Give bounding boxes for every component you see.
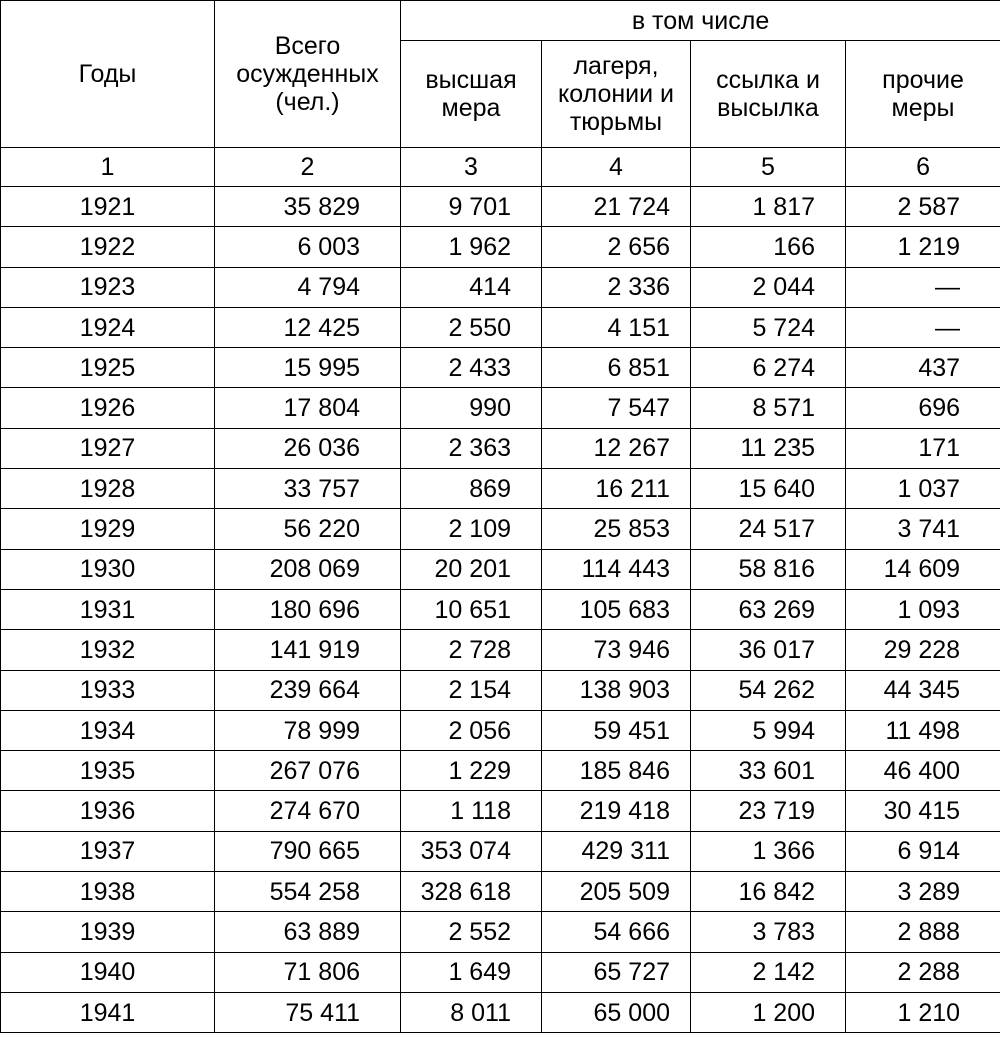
table-row — [1, 751, 1000, 791]
other-cell: 696 — [846, 388, 1000, 428]
exile-cell: 11 235 — [691, 428, 846, 468]
total-cell: 267 076 — [215, 751, 401, 791]
table-row — [1, 992, 1000, 1032]
header-years: Годы — [1, 1, 215, 148]
table-row — [1, 227, 1000, 267]
camps-cell: 219 418 — [542, 791, 691, 831]
col-number: 6 — [846, 148, 1000, 187]
year-cell: 1941 — [1, 992, 215, 1032]
header-death: высшая мера — [401, 41, 542, 148]
camps-cell: 21 724 — [542, 187, 691, 227]
exile-cell: 5 724 — [691, 307, 846, 347]
total-cell: 33 757 — [215, 469, 401, 509]
other-cell: 30 415 — [846, 791, 1000, 831]
other-cell: 1 219 — [846, 227, 1000, 267]
table-row — [1, 791, 1000, 831]
other-cell: 29 228 — [846, 630, 1000, 670]
year-cell: 1921 — [1, 187, 215, 227]
header-exile: ссылка и высылка — [691, 41, 846, 148]
exile-cell: 5 994 — [691, 710, 846, 750]
col-number: 2 — [215, 148, 401, 187]
camps-cell: 25 853 — [542, 509, 691, 549]
total-cell: 35 829 — [215, 187, 401, 227]
table-row — [1, 831, 1000, 871]
other-cell: 2 888 — [846, 912, 1000, 952]
year-cell: 1926 — [1, 388, 215, 428]
table-row — [1, 912, 1000, 952]
camps-cell: 65 727 — [542, 952, 691, 992]
total-cell: 12 425 — [215, 307, 401, 347]
death-cell: 2 056 — [401, 710, 542, 750]
other-cell: 14 609 — [846, 549, 1000, 589]
header-other: прочие меры — [846, 41, 1000, 148]
total-cell: 180 696 — [215, 589, 401, 629]
header-total: Всего осужденных (чел.) — [215, 1, 401, 148]
total-cell: 63 889 — [215, 912, 401, 952]
year-cell: 1940 — [1, 952, 215, 992]
year-cell: 1928 — [1, 469, 215, 509]
year-cell: 1934 — [1, 710, 215, 750]
exile-cell: 54 262 — [691, 670, 846, 710]
other-cell: 44 345 — [846, 670, 1000, 710]
camps-cell: 4 151 — [542, 307, 691, 347]
table-row — [1, 428, 1000, 468]
death-cell: 1 962 — [401, 227, 542, 267]
year-cell: 1930 — [1, 549, 215, 589]
exile-cell: 15 640 — [691, 469, 846, 509]
camps-cell: 59 451 — [542, 710, 691, 750]
total-cell: 208 069 — [215, 549, 401, 589]
total-cell: 75 411 — [215, 992, 401, 1032]
table-row — [1, 872, 1000, 912]
year-cell: 1924 — [1, 307, 215, 347]
table-row — [1, 589, 1000, 629]
camps-cell: 65 000 — [542, 992, 691, 1032]
year-cell: 1936 — [1, 791, 215, 831]
camps-cell: 205 509 — [542, 872, 691, 912]
other-cell: 1 037 — [846, 469, 1000, 509]
exile-cell: 36 017 — [691, 630, 846, 670]
other-cell: 2 288 — [846, 952, 1000, 992]
table-row — [1, 509, 1000, 549]
exile-cell: 166 — [691, 227, 846, 267]
death-cell: 2 433 — [401, 348, 542, 388]
table-row — [1, 670, 1000, 710]
table-row — [1, 469, 1000, 509]
total-cell: 15 995 — [215, 348, 401, 388]
total-cell: 141 919 — [215, 630, 401, 670]
other-cell: 437 — [846, 348, 1000, 388]
death-cell: 9 701 — [401, 187, 542, 227]
camps-cell: 429 311 — [542, 831, 691, 871]
total-cell: 71 806 — [215, 952, 401, 992]
year-cell: 1938 — [1, 872, 215, 912]
death-cell: 20 201 — [401, 549, 542, 589]
exile-cell: 16 842 — [691, 872, 846, 912]
other-cell: — — [846, 267, 1000, 307]
death-cell: 8 011 — [401, 992, 542, 1032]
death-cell: 869 — [401, 469, 542, 509]
death-cell: 990 — [401, 388, 542, 428]
other-cell: 1 093 — [846, 589, 1000, 629]
death-cell: 2 728 — [401, 630, 542, 670]
camps-cell: 114 443 — [542, 549, 691, 589]
other-cell: 6 914 — [846, 831, 1000, 871]
death-cell: 353 074 — [401, 831, 542, 871]
header-camps: лагеря, колонии и тюрьмы — [542, 41, 691, 148]
total-cell: 56 220 — [215, 509, 401, 549]
other-cell: 3 289 — [846, 872, 1000, 912]
death-cell: 2 552 — [401, 912, 542, 952]
camps-cell: 6 851 — [542, 348, 691, 388]
camps-cell: 12 267 — [542, 428, 691, 468]
col-number: 3 — [401, 148, 542, 187]
table-row — [1, 267, 1000, 307]
camps-cell: 138 903 — [542, 670, 691, 710]
total-cell: 6 003 — [215, 227, 401, 267]
camps-cell: 7 547 — [542, 388, 691, 428]
exile-cell: 8 571 — [691, 388, 846, 428]
col-number: 5 — [691, 148, 846, 187]
exile-cell: 23 719 — [691, 791, 846, 831]
death-cell: 1 649 — [401, 952, 542, 992]
exile-cell: 58 816 — [691, 549, 846, 589]
total-cell: 554 258 — [215, 872, 401, 912]
other-cell: — — [846, 307, 1000, 347]
death-cell: 328 618 — [401, 872, 542, 912]
table-row — [1, 307, 1000, 347]
other-cell: 11 498 — [846, 710, 1000, 750]
death-cell: 414 — [401, 267, 542, 307]
year-cell: 1933 — [1, 670, 215, 710]
table-row — [1, 710, 1000, 750]
header-including: в том числе — [401, 1, 1000, 41]
col-number: 4 — [542, 148, 691, 187]
total-cell: 17 804 — [215, 388, 401, 428]
exile-cell: 63 269 — [691, 589, 846, 629]
exile-cell: 2 044 — [691, 267, 846, 307]
death-cell: 1 229 — [401, 751, 542, 791]
other-cell: 2 587 — [846, 187, 1000, 227]
total-cell: 790 665 — [215, 831, 401, 871]
exile-cell: 6 274 — [691, 348, 846, 388]
table-row — [1, 348, 1000, 388]
table-row — [1, 388, 1000, 428]
exile-cell: 1 366 — [691, 831, 846, 871]
total-cell: 4 794 — [215, 267, 401, 307]
exile-cell: 2 142 — [691, 952, 846, 992]
death-cell: 1 118 — [401, 791, 542, 831]
table-row — [1, 187, 1000, 227]
exile-cell: 33 601 — [691, 751, 846, 791]
camps-cell: 105 683 — [542, 589, 691, 629]
death-cell: 10 651 — [401, 589, 542, 629]
camps-cell: 2 656 — [542, 227, 691, 267]
year-cell: 1927 — [1, 428, 215, 468]
column-numbers-row — [1, 148, 1000, 187]
table-row — [1, 630, 1000, 670]
col-number: 1 — [1, 148, 215, 187]
table-row — [1, 952, 1000, 992]
total-cell: 274 670 — [215, 791, 401, 831]
year-cell: 1922 — [1, 227, 215, 267]
death-cell: 2 154 — [401, 670, 542, 710]
total-cell: 239 664 — [215, 670, 401, 710]
exile-cell: 1 200 — [691, 992, 846, 1032]
total-cell: 26 036 — [215, 428, 401, 468]
camps-cell: 54 666 — [542, 912, 691, 952]
exile-cell: 1 817 — [691, 187, 846, 227]
death-cell: 2 363 — [401, 428, 542, 468]
year-cell: 1932 — [1, 630, 215, 670]
death-cell: 2 109 — [401, 509, 542, 549]
year-cell: 1937 — [1, 831, 215, 871]
total-cell: 78 999 — [215, 710, 401, 750]
other-cell: 3 741 — [846, 509, 1000, 549]
other-cell: 171 — [846, 428, 1000, 468]
year-cell: 1935 — [1, 751, 215, 791]
year-cell: 1923 — [1, 267, 215, 307]
year-cell: 1925 — [1, 348, 215, 388]
other-cell: 1 210 — [846, 992, 1000, 1032]
other-cell: 46 400 — [846, 751, 1000, 791]
camps-cell: 16 211 — [542, 469, 691, 509]
year-cell: 1931 — [1, 589, 215, 629]
exile-cell: 3 783 — [691, 912, 846, 952]
death-cell: 2 550 — [401, 307, 542, 347]
table-row — [1, 549, 1000, 589]
exile-cell: 24 517 — [691, 509, 846, 549]
camps-cell: 73 946 — [542, 630, 691, 670]
year-cell: 1929 — [1, 509, 215, 549]
year-cell: 1939 — [1, 912, 215, 952]
camps-cell: 185 846 — [542, 751, 691, 791]
camps-cell: 2 336 — [542, 267, 691, 307]
